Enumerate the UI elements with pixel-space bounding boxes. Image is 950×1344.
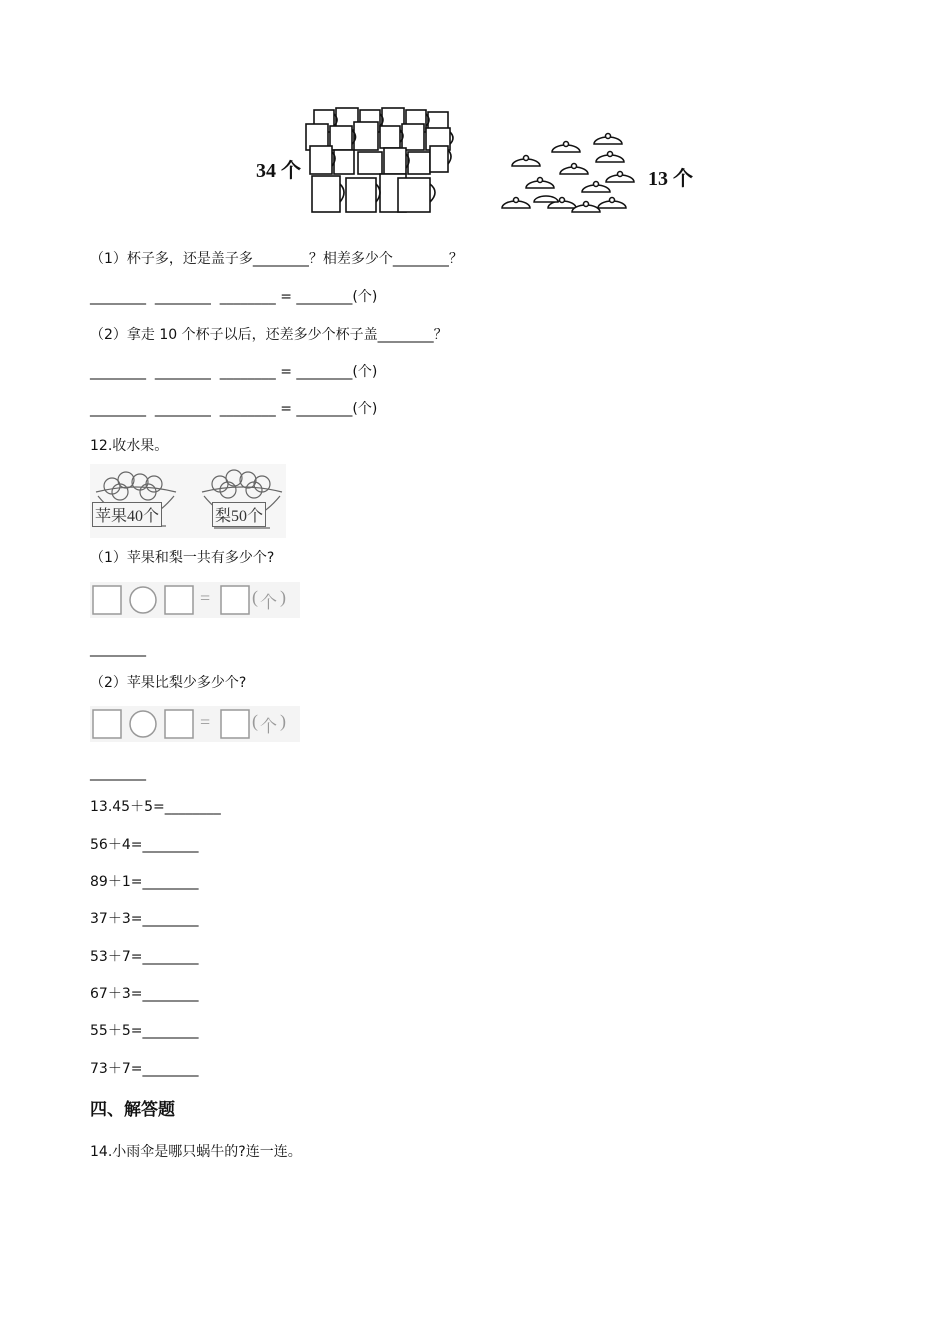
q12-equation-template-1	[90, 582, 300, 618]
q12-answer-1: ________	[90, 641, 146, 657]
lids-count-label: 13 个	[648, 168, 693, 190]
q14-title: 14.小雨伞是哪只蜗牛的?连一连。	[90, 1144, 302, 1160]
paren-open: (	[252, 711, 258, 731]
q11-equation-2a: ________ ________ ________ = ________(个)	[90, 364, 378, 380]
q12-equation-template-2	[90, 706, 300, 742]
q11-equation-1: ________ ________ ________ = ________(个)	[90, 289, 378, 305]
q12-part1: （1）苹果和梨一共有多少个?	[90, 550, 275, 566]
cups-count-label: 34 个	[256, 160, 301, 182]
paren-close: )	[280, 587, 286, 607]
q13-line: 73＋7=________	[90, 1061, 199, 1077]
q13-line: 13.45＋5=________	[90, 799, 221, 815]
q13-line: 53＋7=________	[90, 949, 199, 965]
q12-answer-2: ________	[90, 765, 146, 781]
lids-illustration	[498, 130, 638, 216]
q11-part2: （2）拿走 10 个杯子以后，还差多少个杯子盖________？	[90, 327, 448, 343]
q13-line: 67＋3=________	[90, 986, 199, 1002]
apple-basket-label: 苹果40个	[92, 502, 162, 527]
section-heading: 四、解答题	[90, 1100, 175, 1120]
paren-open: (	[252, 587, 258, 607]
q12-part2: （2）苹果比梨少多少个?	[90, 675, 247, 691]
q11-part1: （1）杯子多，还是盖子多________？相差多少个________？	[90, 251, 463, 267]
unit-label: 个	[260, 717, 277, 736]
paren-close: )	[280, 711, 286, 731]
q13-line: 89＋1=________	[90, 874, 199, 890]
unit-label: 个	[260, 593, 277, 612]
q12-title: 12.收水果。	[90, 438, 169, 454]
equals-sign: =	[200, 712, 211, 732]
q13-line: 55＋5=________	[90, 1023, 199, 1039]
q13-line: 37＋3=________	[90, 911, 199, 927]
fruit-baskets-illustration	[90, 464, 286, 538]
q13-line: 56＋4=________	[90, 837, 199, 853]
cups-illustration	[302, 106, 458, 216]
q11-equation-2b: ________ ________ ________ = ________(个)	[90, 401, 378, 417]
pear-basket-label: 梨50个	[212, 502, 266, 527]
equals-sign: =	[200, 588, 211, 608]
